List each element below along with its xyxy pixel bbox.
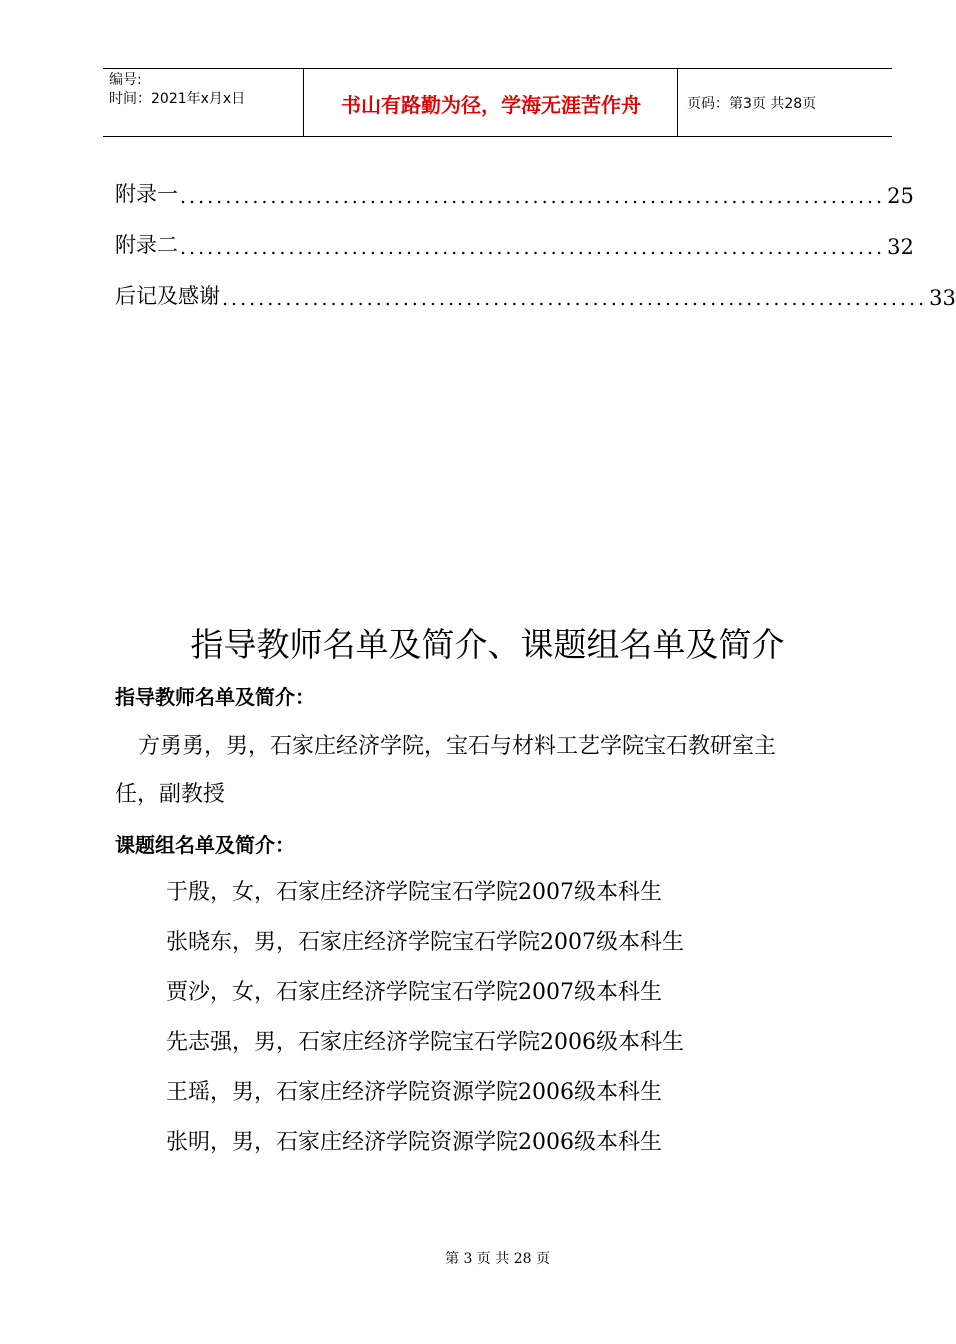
member-line: 贾沙，女，石家庄经济学院宝石学院2007级本科生: [166, 980, 662, 1005]
toc-entry[interactable]: [115, 280, 956, 310]
serial-label: 编号:: [109, 72, 142, 88]
header-meta: [109, 71, 245, 109]
member-line: 张晓东，男，石家庄经济学院宝石学院2007级本科生: [166, 930, 684, 955]
toc-entry-page: 25: [887, 184, 914, 208]
toc-entry-page: 32: [887, 235, 914, 259]
header-motto: 书山有路勤为径，学海无涯苦作舟: [341, 93, 641, 117]
date-label: 时间：2021年x月x日: [109, 91, 246, 107]
toc-entry-page: 33: [929, 286, 956, 310]
toc-entry[interactable]: [115, 229, 914, 259]
advisor-line: 任，副教授: [115, 782, 226, 807]
toc-leader-dots: ..............................................................................: [180, 237, 886, 259]
page-header: [103, 68, 892, 137]
advisor-heading: 指导教师名单及简介：: [115, 685, 315, 709]
advisor-line: 方勇勇，男，石家庄经济学院，宝石与材料工艺学院宝石教研室主: [138, 734, 777, 759]
toc-entry-label: 附录二: [115, 233, 178, 257]
toc-entry-label: 后记及感谢: [115, 284, 220, 308]
member-line: 先志强，男，石家庄经济学院宝石学院2006级本科生: [166, 1030, 684, 1055]
section-title: 指导教师名单及简介、课题组名单及简介: [190, 625, 785, 664]
toc-entry-label: 附录一: [115, 182, 178, 206]
toc-entry[interactable]: [115, 178, 914, 208]
member-line: 张明，男，石家庄经济学院资源学院2006级本科生: [166, 1130, 662, 1155]
member-line: 于殷，女，石家庄经济学院宝石学院2007级本科生: [166, 880, 662, 905]
header-page-info: 页码：第3页 共28页: [687, 96, 817, 112]
members-heading: 课题组名单及简介：: [115, 833, 295, 857]
member-line: 王瑶，男，石家庄经济学院资源学院2006级本科生: [166, 1080, 662, 1105]
toc-leader-dots: ..............................................................................: [180, 186, 886, 208]
toc-leader-dots: ..............................................................................: [222, 288, 928, 310]
page-footer: 第 3 页 共 28 页: [445, 1251, 550, 1267]
